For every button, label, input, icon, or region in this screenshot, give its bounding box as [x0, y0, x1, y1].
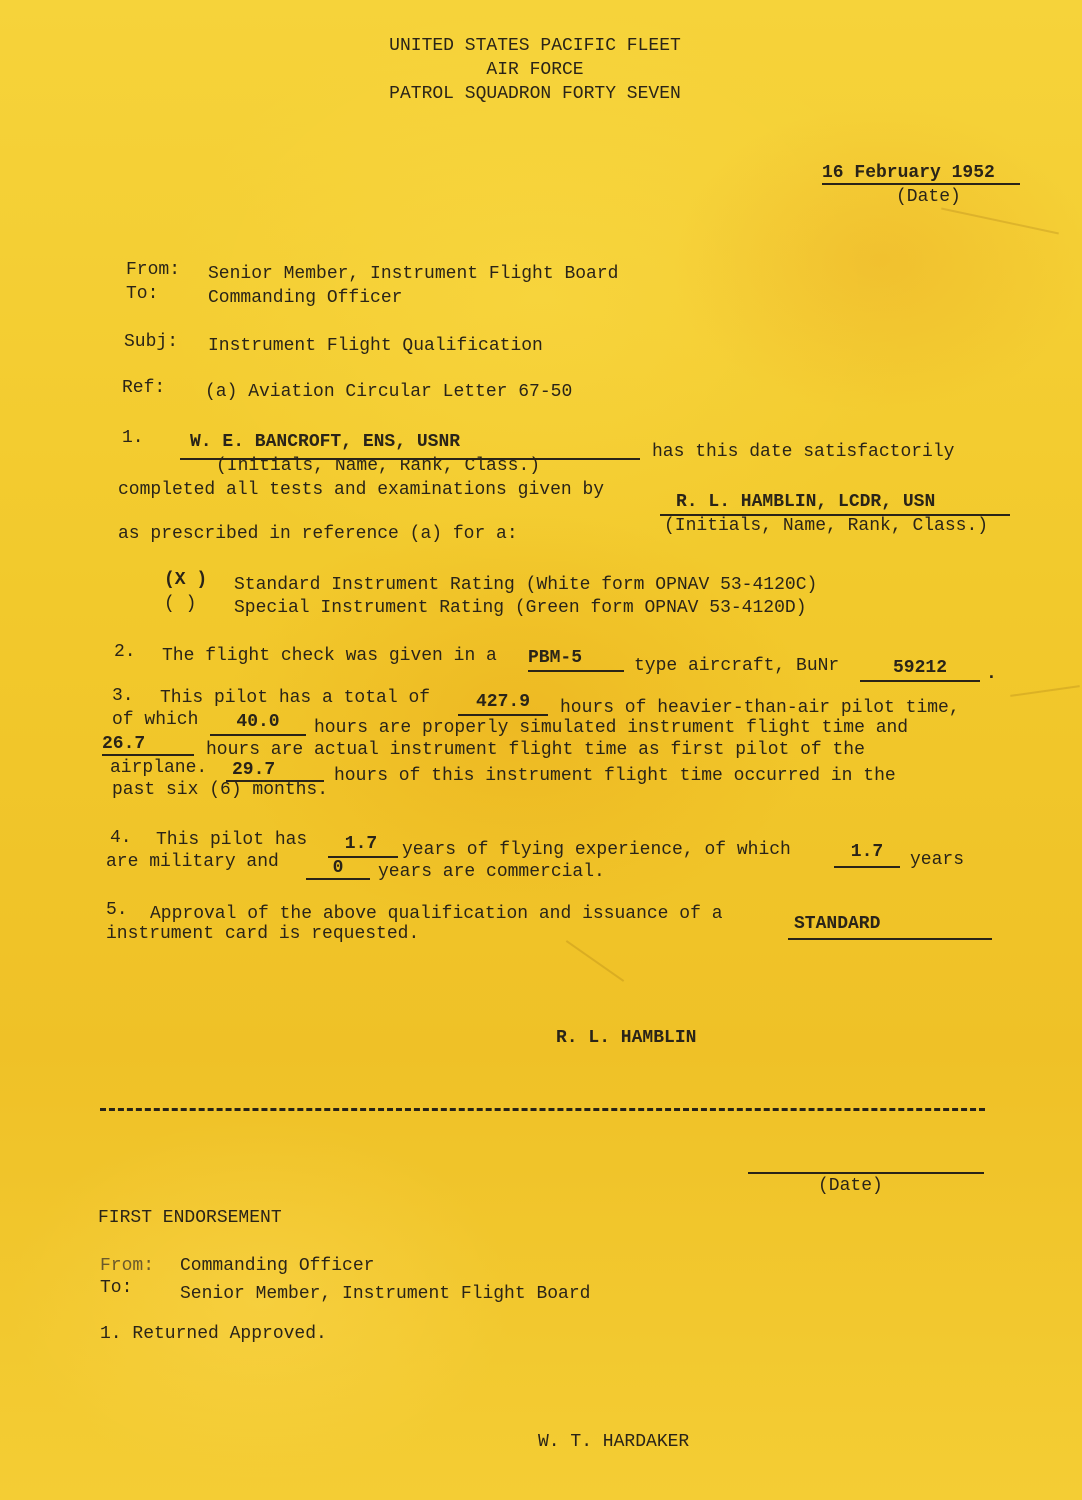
para4-text-b: years of flying experience, of which — [402, 840, 791, 860]
military-years-underline — [834, 866, 900, 868]
total-hours-underline — [458, 714, 548, 716]
para3-text-f: airplane. — [110, 758, 208, 778]
endorsement-date-caption: (Date) — [818, 1176, 883, 1196]
para2-text-a: The flight check was given in a — [162, 646, 497, 666]
para2-number: 2. — [114, 642, 136, 662]
date-value: 16 February 1952 — [822, 163, 995, 183]
para3-text-b: hours of heavier-than-air pilot time, — [560, 698, 960, 718]
simulated-hours: 40.0 — [236, 712, 280, 732]
pilot-caption: (Initials, Name, Rank, Class.) — [216, 456, 541, 476]
actual-hours-underline — [102, 754, 194, 756]
simulated-hours-underline — [210, 734, 306, 736]
endorsement-item-1: 1. Returned Approved. — [100, 1324, 327, 1344]
recent-hours: 29.7 — [232, 760, 276, 780]
para3-text-d: hours are properly simulated instrument flight time and — [314, 718, 909, 738]
military-years: 1.7 — [850, 842, 884, 862]
special-rating-label: Special Instrument Rating (Green form OPNAV 53-4120D) — [234, 598, 807, 618]
para4-text-c: years — [910, 850, 965, 870]
bunr-value: 59212 — [892, 658, 947, 678]
subj-value: Instrument Flight Qualification — [208, 336, 543, 356]
commercial-years: 0 — [332, 858, 344, 878]
actual-hours: 26.7 — [102, 734, 146, 754]
para5-number: 5. — [106, 900, 128, 920]
signature-hamblin: R. L. HAMBLIN — [556, 1028, 697, 1048]
pilot-name: W. E. BANCROFT, ENS, USNR — [190, 432, 461, 452]
para1-line-3: as prescribed in reference (a) for a: — [118, 524, 518, 544]
ref-value: (a) Aviation Circular Letter 67-50 — [205, 382, 573, 402]
para1-number: 1. — [122, 428, 144, 448]
para1-line-2: completed all tests and examinations given by — [118, 480, 605, 500]
para1-text-a: has this date satisfactorily — [652, 442, 955, 462]
to-value: Commanding Officer — [208, 288, 403, 308]
endorsement-to-value: Senior Member, Instrument Flight Board — [180, 1284, 591, 1304]
para5-text-a: Approval of the above qualification and issuance of a — [150, 904, 723, 924]
examiner-caption: (Initials, Name, Rank, Class.) — [664, 516, 989, 536]
signature-hardaker: W. T. HARDAKER — [538, 1432, 690, 1452]
from-value: Senior Member, Instrument Flight Board — [208, 264, 619, 284]
examiner-name: R. L. HAMBLIN, LCDR, USN — [676, 492, 936, 512]
para5-text-b: instrument card is requested. — [106, 924, 420, 944]
paper-crease — [566, 940, 624, 982]
standard-rating-checkbox: (X ) — [164, 570, 208, 590]
total-hours: 427.9 — [475, 692, 530, 712]
endorsement-from-value: Commanding Officer — [180, 1256, 375, 1276]
endorsement-to-label: To: — [100, 1278, 133, 1298]
date-caption: (Date) — [896, 187, 961, 207]
para2-text-b: type aircraft, BuNr — [634, 656, 840, 676]
standard-rating-label: Standard Instrument Rating (White form OPNAV 53-4120C) — [234, 575, 818, 595]
flying-years: 1.7 — [344, 834, 378, 854]
to-label: To: — [126, 284, 159, 304]
aircraft-type: PBM-5 — [528, 648, 583, 668]
para4-text-a: This pilot has — [156, 830, 308, 850]
bunr-underline — [860, 680, 980, 682]
special-rating-checkbox: ( ) — [164, 594, 197, 614]
header-line-1: UNITED STATES PACIFIC FLEET — [389, 36, 681, 56]
para3-text-h: past six (6) months. — [112, 780, 329, 800]
dashed-separator — [100, 1108, 985, 1111]
endorsement-title: FIRST ENDORSEMENT — [98, 1208, 282, 1228]
para3-text-e: hours are actual instrument flight time as first pilot of the — [206, 740, 865, 760]
card-type: STANDARD — [794, 914, 881, 934]
commercial-years-underline — [306, 878, 370, 880]
endorsement-from-label: From: — [100, 1256, 155, 1276]
para4-number: 4. — [110, 828, 132, 848]
paper-crease — [1010, 685, 1080, 697]
endorsement-date-underline — [748, 1172, 984, 1174]
header-line-3: PATROL SQUADRON FORTY SEVEN — [389, 84, 681, 104]
para3-number: 3. — [112, 686, 134, 706]
header-line-2: AIR FORCE — [486, 60, 584, 80]
para3-text-c: of which — [112, 710, 199, 730]
para3-text-a: This pilot has a total of — [160, 688, 431, 708]
para4-text-d: are military and — [106, 852, 279, 872]
subj-label: Subj: — [124, 332, 179, 352]
from-label: From: — [126, 260, 181, 280]
para4-text-e: years are commercial. — [378, 862, 605, 882]
ref-label: Ref: — [122, 378, 166, 398]
para3-text-g: hours of this instrument flight time occurred in the — [334, 766, 896, 786]
aircraft-underline — [528, 670, 624, 672]
paper-crease — [941, 208, 1059, 235]
date-underline — [822, 183, 1020, 185]
para2-period: . — [986, 664, 997, 684]
card-type-underline — [788, 938, 992, 940]
